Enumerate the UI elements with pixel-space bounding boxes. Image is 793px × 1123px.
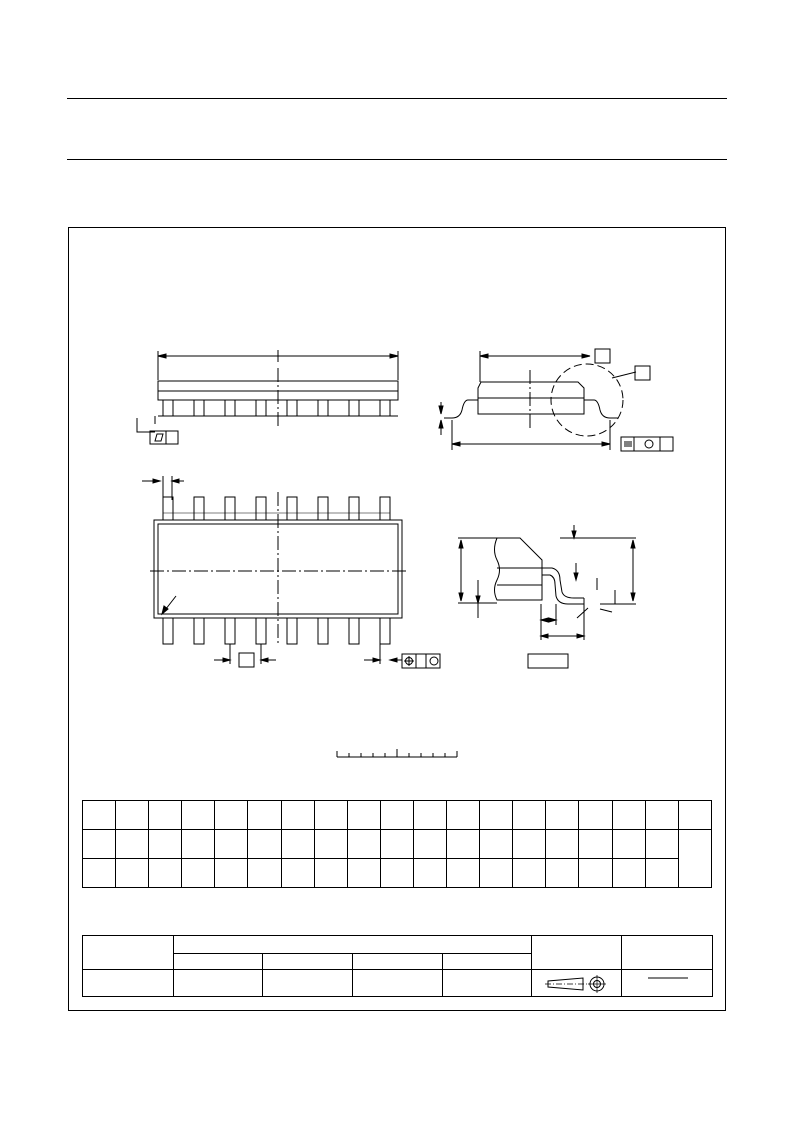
top-view [137, 350, 398, 444]
table-row [83, 859, 712, 888]
dimension-table [82, 800, 712, 888]
side-view [439, 349, 673, 451]
table-row [83, 970, 713, 997]
detail-view [458, 525, 636, 668]
outline-reference-table [82, 935, 713, 997]
bottom-view-lower-pins [163, 618, 390, 644]
bottom-view [142, 476, 440, 668]
bottom-view-upper-pins [163, 497, 390, 523]
flatness-symbol-icon [155, 434, 163, 441]
table-row [83, 830, 712, 859]
table-row [83, 801, 712, 830]
table-row [83, 936, 713, 954]
scale-bar [337, 749, 457, 757]
